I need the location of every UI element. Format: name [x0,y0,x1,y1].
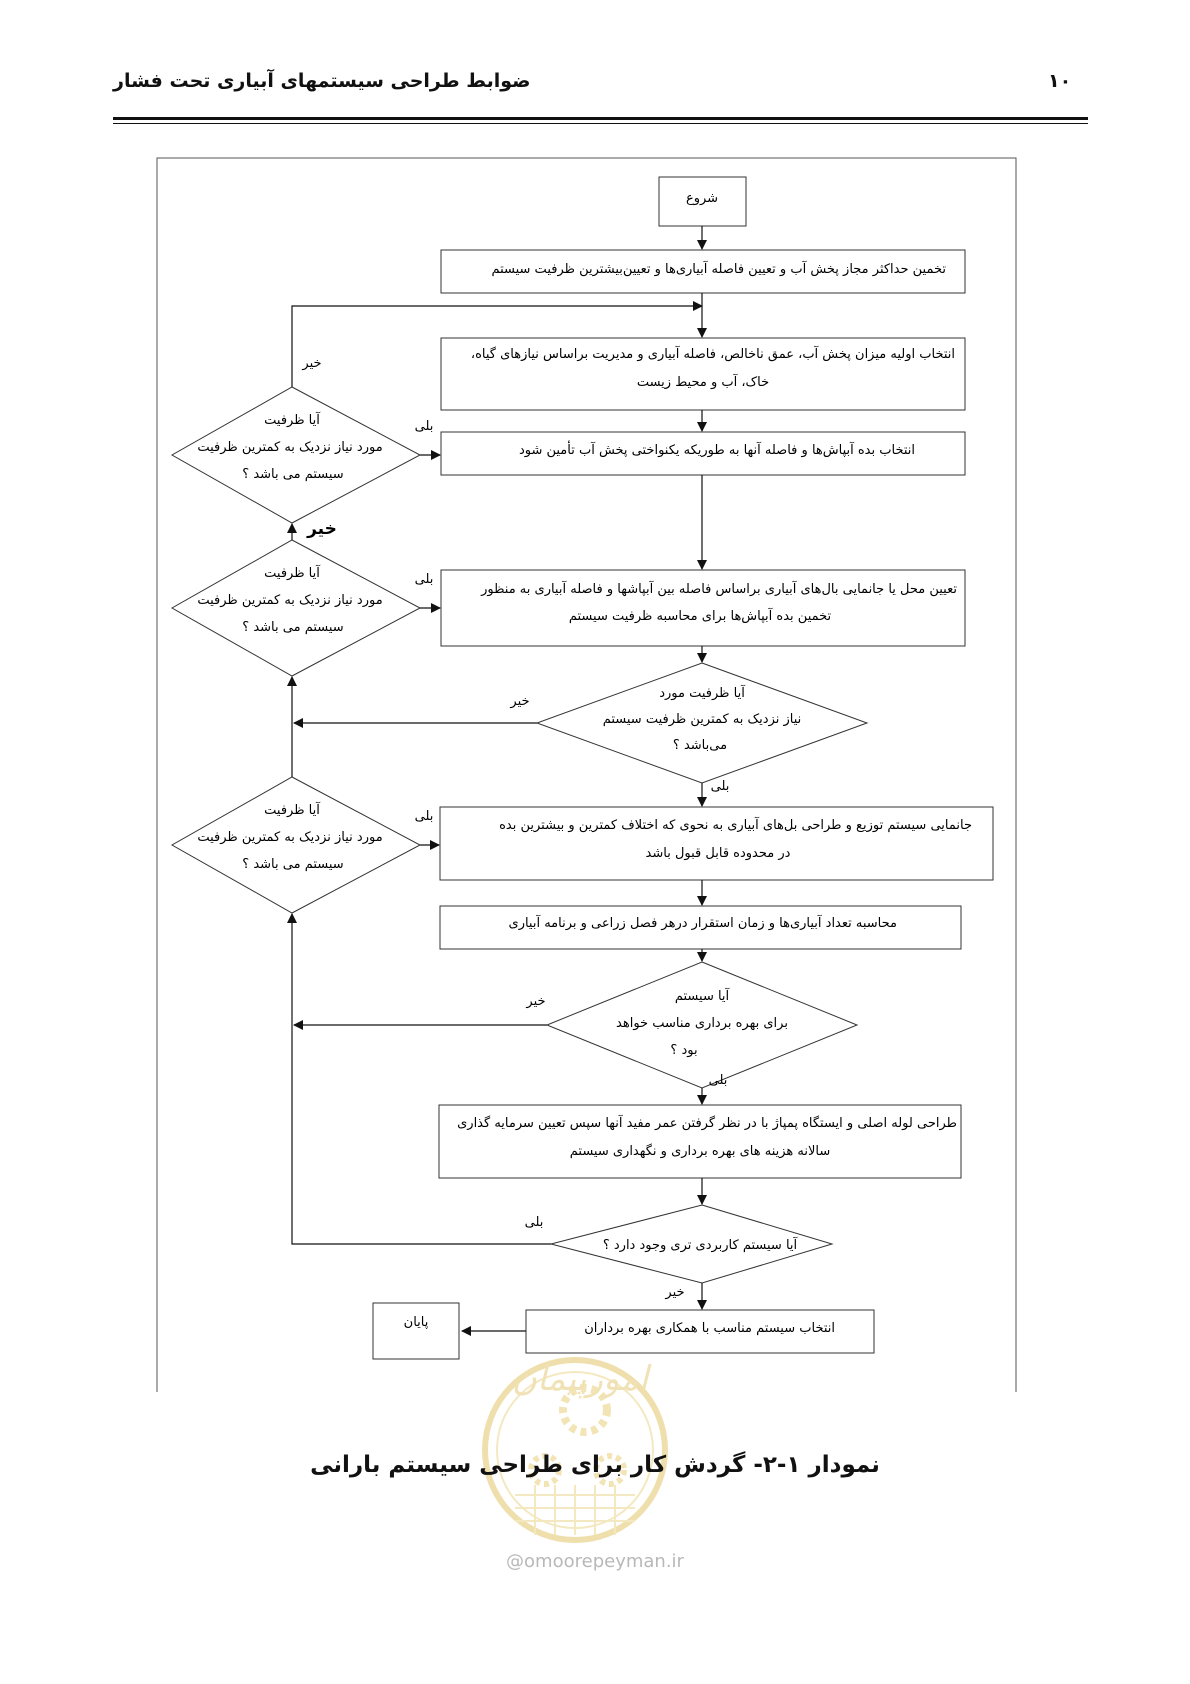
no-label-decision-operation: خیر [526,994,546,1009]
capacity-check-2-line-1: آیا ظرفیت [264,566,320,581]
watermark-site: @omoorepeyman.ir [506,1551,684,1572]
distribution-design-line-1: جانمایی سیستم توزیع و طراحی بل‌های آبیاری به نحوی که اختلاف کمترین و بیشترین بده [499,818,972,833]
capacity-check-diamond-2 [172,540,420,676]
irrigation-schedule-text: محاسبه تعداد آبیاری‌ها و زمان استقرار درهر فصل زراعی و برنامه آبیاری [508,916,897,931]
capacity-check-3-line-3: سیستم می باشد ؟ [242,857,344,872]
decision-operation-line-1: آیا سیستم [674,989,730,1004]
yes-label-check-2: بلی [414,572,434,587]
capacity-check-1-line-2: مورد نیاز نزدیک به کمترین ظرفیت [197,440,383,455]
capacity-check-diamond-1 [172,387,420,523]
decision-capacity-line-3: می‌باشد ؟ [672,738,728,753]
decision-capacity-line-2: نیاز نزدیک به کمترین ظرفیت سیستم [602,712,802,727]
watermark-emblem [485,1359,665,1540]
end-label: پایان [403,1315,429,1330]
capacity-check-1-line-1: آیا ظرفیت [264,413,320,428]
yes-label-decision-capacity: بلی [710,779,730,794]
sprinkler-flow-text: انتخاب بده آبپاش‌ها و فاصله آنها به طوریکه یکنواختی پخش آب تأمین شود [518,443,915,458]
no-label-decision-capacity: خیر [510,694,530,709]
distribution-design-line-2: در محدوده قابل قبول باشد [645,846,791,861]
yes-label-check-3: بلی [414,809,434,824]
page-number: ۱۰ [1048,70,1072,92]
pipe-pump-design-line-1: طراحی لوله اصلی و ایستگاه پمپاژ با در نظر گرفتن عمر مفید آنها سپس تعیین سرمایه گذاری [457,1116,957,1131]
estimate-capacity-text: تخمین حداکثر مجاز پخش آب و تعیین فاصله آبیاری‌ها و تعیین‌بیشترین ظرفیت سیستم [491,262,946,277]
running-header-title: ضوابط طراحی سیستمهای آبیاری تحت فشار [113,70,531,92]
yes-label-decision-operation: بلی [708,1073,728,1088]
decision-operation-line-2: برای بهره برداری مناسب خواهد [616,1016,788,1031]
at-icon: @ [506,1551,525,1572]
no-label-check-2: خیر [307,519,337,539]
decision-better-system-text: آیا سیستم کاربردی تری وجود دارد ؟ [602,1238,798,1253]
capacity-check-3-line-2: مورد نیاز نزدیک به کمترین ظرفیت [197,830,383,845]
end-box [373,1303,459,1359]
capacity-check-3-line-1: آیا ظرفیت [264,803,320,818]
initial-selection-line-1: انتخاب اولیه میزان پخش آب، عمق ناخالص، فاصله آبیاری و مدیریت براساس نیازهای گیاه، [470,347,955,362]
capacity-check-diamond-3 [172,777,420,913]
no-label-better-system: خیر [665,1285,685,1300]
capacity-check-2-line-2: مورد نیاز نزدیک به کمترین ظرفیت [197,593,383,608]
yes-label-check-1: بلی [414,419,434,434]
lateral-layout-line-1: تعیین محل یا جانمایی بال‌های آبیاری براساس فاصله بین آبپاشها و فاصله آبیاری به منظور [481,582,957,597]
yes-label-better-system: بلی [524,1215,544,1230]
capacity-check-2-line-3: سیستم می باشد ؟ [242,620,344,635]
figure-caption: نمودار ۱-۲- گردش کار برای طراحی سیستم بارانی [310,1452,880,1478]
pipe-pump-design-line-2: سالانه هزینه های بهره برداری و نگهداری سیستم [569,1144,831,1159]
lateral-layout-line-2: تخمین بده آبپاش‌ها برای محاسبه ظرفیت سیستم [568,609,832,624]
start-label: شروع [685,191,719,206]
initial-selection-line-2: خاک، آب و محیط زیست [636,375,770,390]
final-selection-text: انتخاب سیستم مناسب با همکاری بهره برداران [584,1321,835,1336]
decision-capacity-line-1: آیا ظرفیت مورد [659,686,745,701]
decision-operation-line-3: بود ؟ [670,1043,698,1058]
watermark-logo-text: امورپیمان [511,1359,649,1399]
capacity-check-1-line-3: سیستم می باشد ؟ [242,467,344,482]
no-label-top-loop: خیر [302,356,322,371]
